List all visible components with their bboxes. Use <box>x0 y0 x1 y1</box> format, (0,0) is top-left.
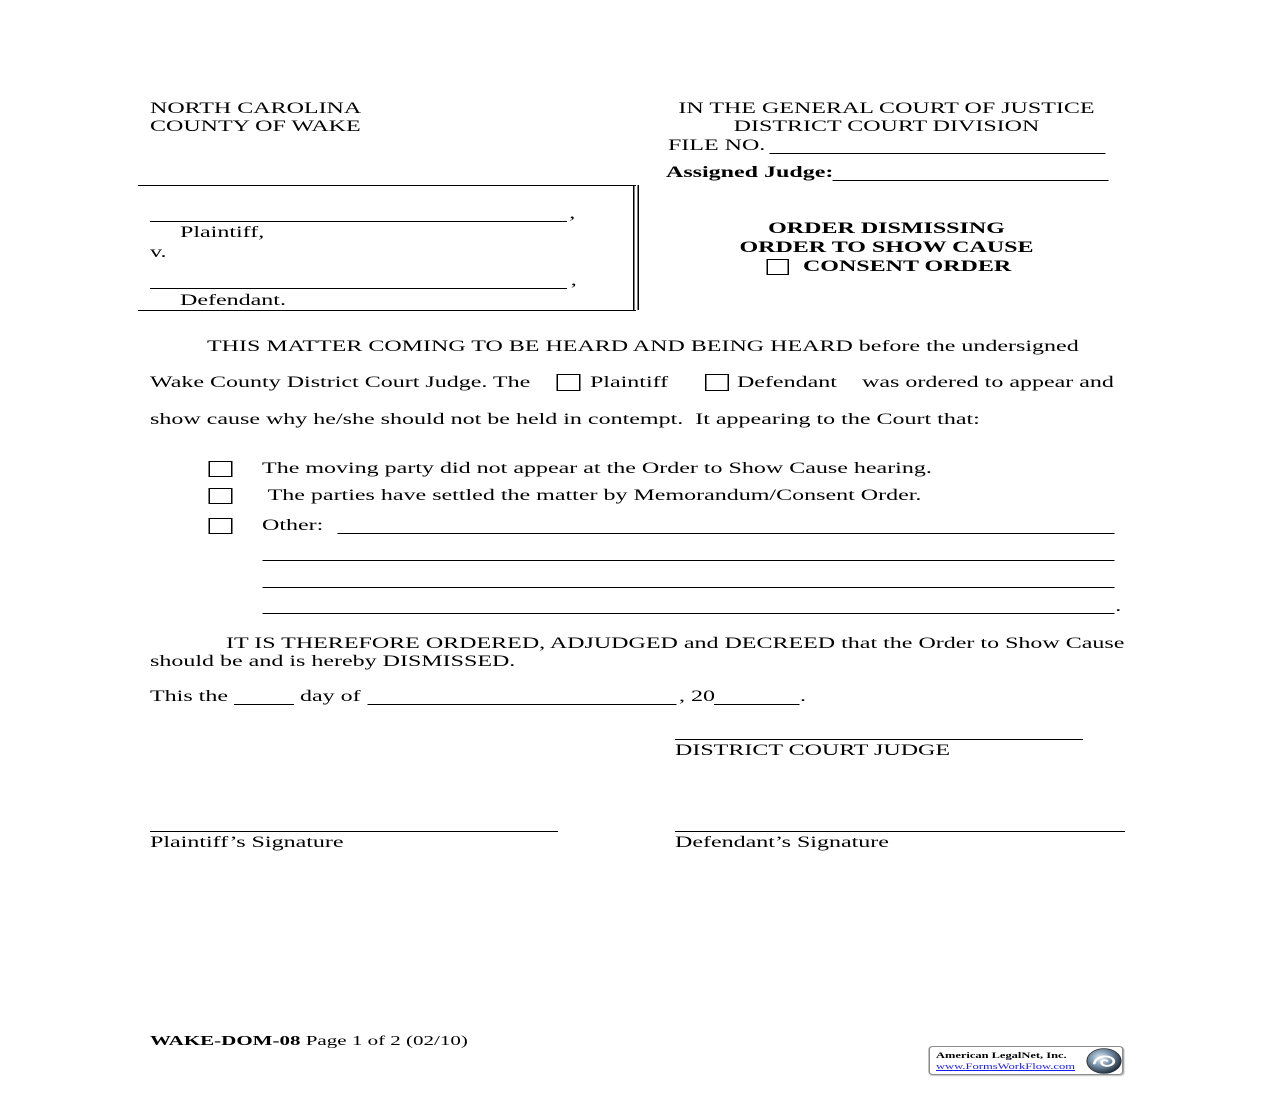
order-title-line-1: ORDER DISMISSING <box>768 220 1005 237</box>
plaintiff-name-field[interactable] <box>150 206 567 222</box>
defendant-checkbox[interactable] <box>705 374 729 391</box>
globe-logo-icon <box>1086 1048 1122 1074</box>
other-reason-field-1[interactable] <box>337 518 1115 534</box>
county-name: COUNTY OF WAKE <box>150 118 361 135</box>
recital-line-1: THIS MATTER COMING TO BE HEARD AND BEING HEARD before the undersigned <box>207 338 1079 355</box>
forms-workflow-link[interactable]: www.FormsWorkFlow.com <box>935 1061 1076 1071</box>
page-info: Page 1 of 2 (02/10) <box>305 1034 468 1049</box>
decree-line-1: IT IS THEREFORE ORDERED, ADJUDGED and DECREED that the Order to Show Cause <box>226 635 1125 652</box>
court-name: IN THE GENERAL COURT OF JUSTICE <box>678 100 1095 117</box>
finding-settled-checkbox[interactable] <box>208 488 232 504</box>
defendant-name-field[interactable] <box>150 273 567 289</box>
file-number-label: FILE NO. <box>667 137 766 154</box>
recital-line-3: show cause why he/she should not be held in contempt. It appearing to the Court that: <box>150 411 980 428</box>
finding-no-appearance-checkbox[interactable] <box>208 461 232 477</box>
date-year-prefix: , 20 <box>679 688 716 705</box>
finding-settled-label: The parties have settled the matter by Memorandum/Consent Order. <box>262 487 922 504</box>
globe-logo-graphic <box>1086 1048 1122 1074</box>
form-id: WAKE-DOM-08 <box>150 1034 301 1049</box>
defendant-label: Defendant. <box>180 292 286 309</box>
caption-bottom-rule <box>138 310 636 311</box>
finding-other-checkbox[interactable] <box>208 518 232 534</box>
finding-other-label: Other: <box>262 517 324 534</box>
plaintiff-name-comma: , <box>569 205 576 222</box>
other-reason-field-4[interactable] <box>262 598 1114 614</box>
caption-top-rule <box>138 185 636 186</box>
judge-signature-line <box>675 739 1083 740</box>
date-this-the: This the <box>150 688 228 705</box>
other-reason-field-3[interactable] <box>262 572 1114 588</box>
date-day-of: day of <box>300 688 361 705</box>
plaintiff-signature-label: Plaintiff’s Signature <box>150 834 344 851</box>
badge-company-name: American LegalNet, Inc. <box>935 1050 1067 1060</box>
plaintiff-signature-line <box>150 831 558 832</box>
assigned-judge-label: Assigned Judge: <box>666 164 834 181</box>
plaintiff-checkbox[interactable] <box>557 374 581 391</box>
other-reason-period: . <box>1115 598 1122 615</box>
defendant-signature-line <box>675 831 1125 832</box>
recital-line-2-start: Wake County District Court Judge. The <box>150 374 531 391</box>
american-legalnet-badge <box>929 1046 1124 1075</box>
decree-line-2: should be and is hereby DISMISSED. <box>150 653 516 670</box>
court-division: DISTRICT COURT DIVISION <box>733 118 1040 135</box>
plaintiff-label: Plaintiff, <box>180 224 265 241</box>
consent-order-checkbox[interactable] <box>766 259 789 275</box>
recital-line-2-end: was ordered to appear and <box>862 374 1114 391</box>
assigned-judge-field[interactable] <box>832 165 1108 181</box>
plaintiff-checkbox-label: Plaintiff <box>589 374 669 391</box>
year-field[interactable] <box>714 689 799 705</box>
defendant-checkbox-label: Defendant <box>736 374 837 391</box>
form-footer <box>150 1035 468 1049</box>
consent-order-label: CONSENT ORDER <box>802 258 1012 275</box>
date-period: . <box>799 688 806 705</box>
order-title-line-2: ORDER TO SHOW CAUSE <box>739 239 1034 256</box>
defendant-signature-label: Defendant’s Signature <box>675 834 889 851</box>
other-reason-field-2[interactable] <box>262 545 1114 561</box>
versus-label: v. <box>150 244 167 261</box>
state-name: NORTH CAROLINA <box>150 100 362 117</box>
file-number-field[interactable] <box>770 138 1106 154</box>
day-field[interactable] <box>234 689 294 705</box>
month-field[interactable] <box>368 689 677 705</box>
finding-no-appearance-label: The moving party did not appear at the Order to Show Cause hearing. <box>262 460 932 477</box>
judge-signature-label: DISTRICT COURT JUDGE <box>675 742 951 759</box>
defendant-name-comma: , <box>570 272 577 289</box>
caption-double-rule <box>633 185 638 310</box>
